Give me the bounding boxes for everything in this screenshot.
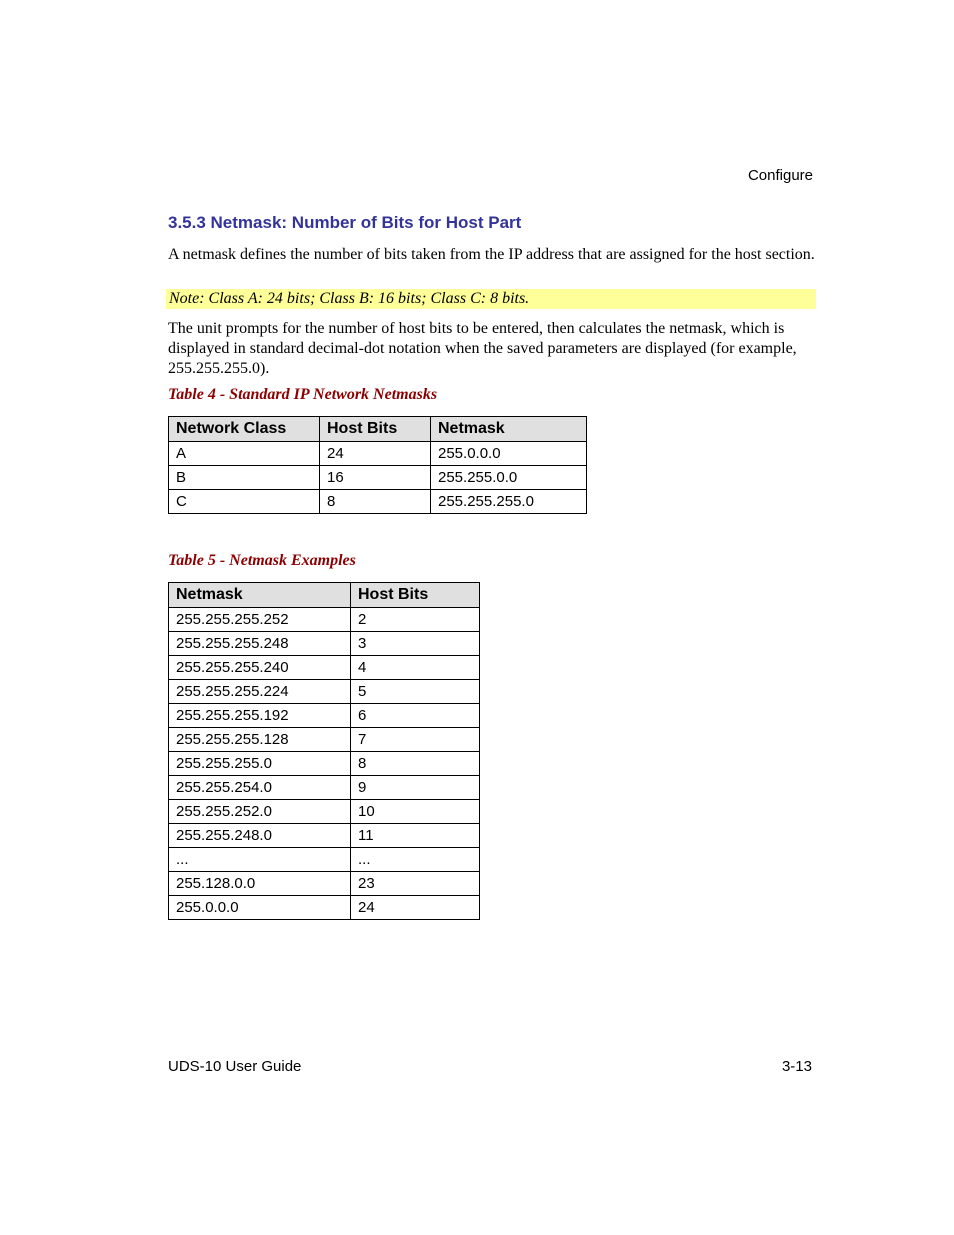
table-cell: 255.0.0.0 bbox=[431, 442, 587, 466]
table-cell: 11 bbox=[351, 824, 480, 848]
table-row bbox=[169, 872, 480, 896]
standard-netmasks-table bbox=[168, 416, 587, 514]
table-cell: 255.0.0.0 bbox=[169, 896, 351, 920]
table-cell: 3 bbox=[351, 632, 480, 656]
note-highlight: Note: Class A: 24 bits; Class B: 16 bits; Class C: 8 bits. bbox=[166, 289, 816, 309]
table-cell: 24 bbox=[351, 896, 480, 920]
table-row bbox=[169, 824, 480, 848]
table-cell: 255.255.252.0 bbox=[169, 800, 351, 824]
table-row bbox=[169, 608, 480, 632]
table-cell: 7 bbox=[351, 728, 480, 752]
table-cell: 23 bbox=[351, 872, 480, 896]
table-row bbox=[169, 848, 480, 872]
table-row bbox=[169, 490, 587, 514]
table-row bbox=[169, 466, 587, 490]
table-cell: 255.255.255.128 bbox=[169, 728, 351, 752]
table-cell: 9 bbox=[351, 776, 480, 800]
table-cell: 6 bbox=[351, 704, 480, 728]
column-header: Host Bits bbox=[320, 417, 431, 442]
table-row bbox=[169, 442, 587, 466]
table-cell: 8 bbox=[351, 752, 480, 776]
table-cell: 10 bbox=[351, 800, 480, 824]
table-cell: 255.255.0.0 bbox=[431, 466, 587, 490]
column-header: Network Class bbox=[169, 417, 320, 442]
column-header: Host Bits bbox=[351, 583, 480, 608]
table-cell: C bbox=[169, 490, 320, 514]
table-cell: 4 bbox=[351, 656, 480, 680]
table-row bbox=[169, 632, 480, 656]
section-heading: 3.5.3 Netmask: Number of Bits for Host Part bbox=[168, 213, 522, 232]
table-row bbox=[169, 752, 480, 776]
table-cell: ... bbox=[351, 848, 480, 872]
column-header: Netmask bbox=[169, 583, 351, 608]
table-cell: ... bbox=[169, 848, 351, 872]
table-cell: 255.255.255.0 bbox=[169, 752, 351, 776]
table-cell: 5 bbox=[351, 680, 480, 704]
table4-caption: Table 4 - Standard IP Network Netmasks bbox=[168, 386, 438, 403]
table-row bbox=[169, 896, 480, 920]
table-row bbox=[169, 656, 480, 680]
table-cell: 255.255.255.252 bbox=[169, 608, 351, 632]
table-cell: 2 bbox=[351, 608, 480, 632]
description-paragraph: The unit prompts for the number of host bits to be entered, then calculates the netmask, which is displayed in standard decimal-dot notation when the saved parameters are displayed (for example, 255.255.255.0). bbox=[168, 320, 797, 377]
table-cell: 255.255.255.248 bbox=[169, 632, 351, 656]
table-cell: 255.128.0.0 bbox=[169, 872, 351, 896]
footer-document-title: UDS-10 User Guide bbox=[168, 1058, 302, 1075]
table-row bbox=[169, 728, 480, 752]
table-row bbox=[169, 776, 480, 800]
table-row bbox=[169, 680, 480, 704]
table-cell: 16 bbox=[320, 466, 431, 490]
table-row bbox=[169, 800, 480, 824]
table-header-row bbox=[169, 417, 587, 442]
table-cell: A bbox=[169, 442, 320, 466]
table-cell: B bbox=[169, 466, 320, 490]
table-cell: 255.255.255.192 bbox=[169, 704, 351, 728]
table-cell: 255.255.255.0 bbox=[431, 490, 587, 514]
table-cell: 8 bbox=[320, 490, 431, 514]
netmask-examples-table bbox=[168, 582, 480, 920]
table-cell: 255.255.255.240 bbox=[169, 656, 351, 680]
column-header: Netmask bbox=[431, 417, 587, 442]
running-header: Configure bbox=[747, 167, 813, 184]
table-header-row bbox=[169, 583, 480, 608]
table-cell: 255.255.255.224 bbox=[169, 680, 351, 704]
footer-page-number: 3-13 bbox=[781, 1058, 812, 1075]
table5-caption: Table 5 - Netmask Examples bbox=[168, 552, 356, 569]
table-row bbox=[169, 704, 480, 728]
intro-paragraph: A netmask defines the number of bits taken from the IP address that are assigned for the host section. bbox=[168, 246, 815, 263]
table-cell: 255.255.254.0 bbox=[169, 776, 351, 800]
table-cell: 24 bbox=[320, 442, 431, 466]
table-cell: 255.255.248.0 bbox=[169, 824, 351, 848]
